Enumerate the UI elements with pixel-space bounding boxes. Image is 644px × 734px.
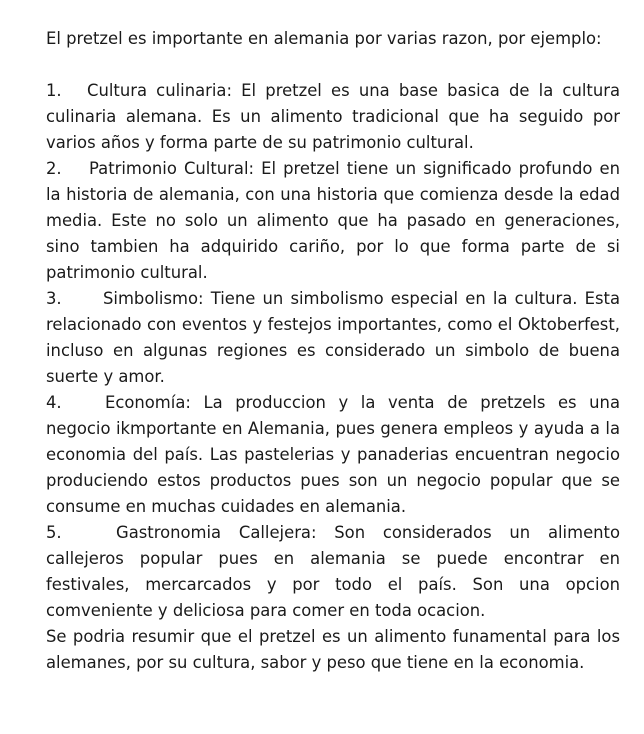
list-item-text: Economía: La produccion y la venta de pretzels es una negocio ikmportante en Alemania, pues genera empleos y ayuda a la economia del país. Las pastelerias y panaderias encuentran negocio produciendo estos productos pues son un negocio popular que se consume en muchas cuidades en alemania.	[46, 393, 620, 516]
list-item-number: 2.	[46, 159, 62, 178]
list-item-text: Patrimonio Cultural: El pretzel tiene un significado profundo en la historia de alemania, con una historia que comienza desde la edad media. Este no solo un alimento que ha pasado en generaciones, sino tambien ha adquirido cariño, por lo que forma parte de si patrimonio cultural.	[46, 159, 620, 282]
list-item-text: Simbolismo: Tiene un simbolismo especial en la cultura. Esta relacionado con eventos y festejos importantes, como el Oktoberfest, incluso en algunas regiones es considerado un simbolo de buena suerte y amor.	[46, 289, 620, 386]
list-item	[46, 286, 620, 390]
conclusion-paragraph: Se podria resumir que el pretzel es un alimento funamental para los alemanes, por su cultura, sabor y peso que tiene en la economia.	[46, 627, 620, 672]
document-body	[46, 26, 620, 676]
numbered-list	[46, 78, 620, 624]
list-item-number: 4.	[46, 393, 62, 412]
list-item	[46, 78, 620, 156]
list-item-text: Gastronomia Callejera: Son considerados un alimento callejeros popular pues en alemania se puede encontrar en festivales, mercarcados y por todo el país. Son una opcion comveniente y deliciosa para comer en toda ocacion.	[46, 523, 620, 620]
intro-paragraph: El pretzel es importante en alemania por varias razon, por ejemplo:	[46, 29, 602, 48]
list-item-number: 3.	[46, 289, 62, 308]
list-item	[46, 520, 620, 624]
list-item-number: 5.	[46, 523, 62, 542]
list-item-number: 1.	[46, 81, 62, 100]
list-item	[46, 390, 620, 520]
list-item-text: Cultura culinaria: El pretzel es una base basica de la cultura culinaria alemana. Es un alimento tradicional que ha seguido por varios años y forma parte de su patrimonio cultural.	[46, 81, 620, 152]
list-item	[46, 156, 620, 286]
